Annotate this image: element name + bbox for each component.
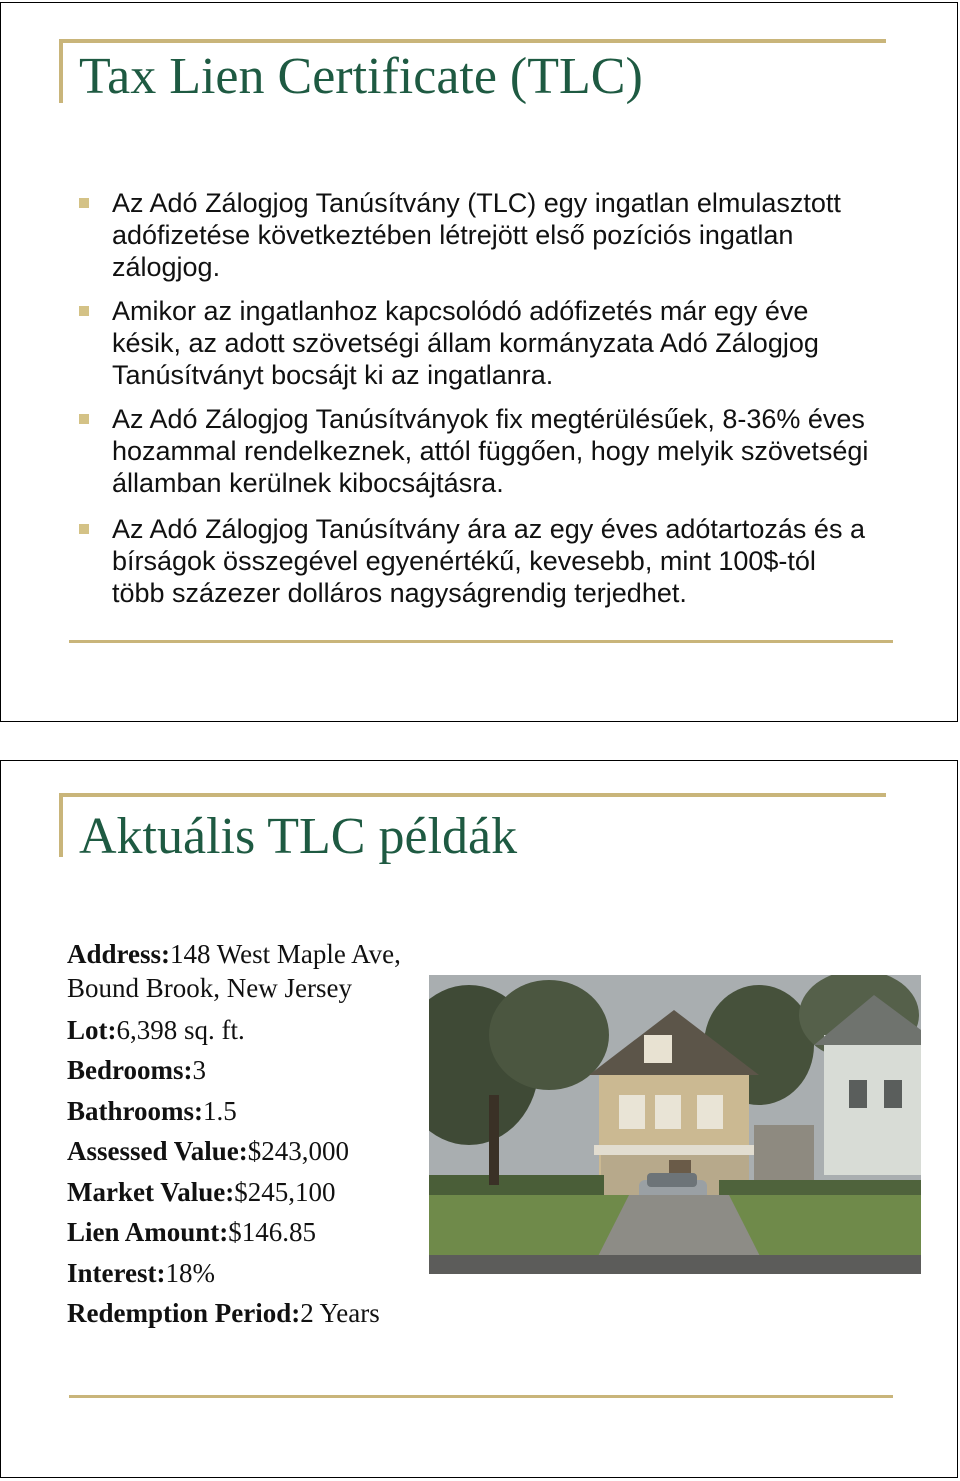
bullet-item (79, 187, 869, 283)
title-accent-bar (59, 39, 63, 103)
bedrooms-label: Bedrooms: (67, 1055, 193, 1085)
market-value-label: Market Value: (67, 1177, 235, 1207)
bedrooms-row (67, 1055, 206, 1086)
bathrooms-label: Bathrooms: (67, 1096, 204, 1126)
lot-label: Lot: (67, 1015, 117, 1045)
footer-accent-line (69, 640, 893, 643)
address-row (67, 939, 401, 970)
slide-title: Aktuális TLC példák (79, 808, 518, 865)
lot-value: 6,398 sq. ft. (116, 1015, 245, 1045)
address-row-2 (67, 973, 352, 1004)
bullet-text: Az Adó Zálogjog Tanúsítvány ára az egy éves adótartozás és a bírságok összegével egyenértékű, kevesebb, mint 100$-tól több százezer dolláros nagyságrendig terjedhet. (112, 514, 865, 608)
bullet-item (79, 403, 869, 499)
bullet-text: Az Adó Zálogjog Tanúsítványok fix megtérülésűek, 8-36% éves hozammal rendelkeznek, attól függően, hogy melyik szövetségi államban kerülnek kibocsájtásra. (112, 404, 869, 498)
square-bullet-icon (79, 414, 89, 424)
title-accent-bar (59, 793, 63, 857)
slide-title: Tax Lien Certificate (TLC) (79, 48, 643, 105)
redemption-period-label: Redemption Period: (67, 1298, 301, 1328)
title-accent-line (61, 793, 886, 797)
footer-accent-line (69, 1395, 893, 1398)
interest-row (67, 1258, 215, 1289)
square-bullet-icon (79, 524, 89, 534)
house-photo (429, 975, 921, 1274)
lien-amount-value: $146.85 (228, 1217, 317, 1247)
address-label: Address: (67, 939, 171, 969)
bullet-item (79, 295, 869, 391)
bullet-text: Amikor az ingatlanhoz kapcsolódó adófizetés már egy éve késik, az adott szövetségi állam kormányzata Adó Zálogjog Tanúsítványt bocsájt ki az ingatlanra. (112, 296, 819, 390)
slide-tax-lien-certificate (0, 2, 958, 722)
interest-value: 18% (165, 1258, 215, 1288)
address-city: Bound Brook, New Jersey (67, 973, 352, 1003)
lot-row (67, 1015, 245, 1046)
redemption-period-value: 2 Years (300, 1298, 380, 1328)
lien-amount-row (67, 1217, 316, 1248)
bathrooms-value: 1.5 (203, 1096, 237, 1126)
assessed-value: $243,000 (247, 1136, 350, 1166)
interest-label: Interest: (67, 1258, 166, 1288)
bathrooms-row (67, 1096, 237, 1127)
redemption-period-row (67, 1298, 380, 1329)
assessed-value-label: Assessed Value: (67, 1136, 248, 1166)
house-photo-illustration (429, 975, 921, 1274)
bedrooms-value: 3 (192, 1055, 206, 1085)
lien-amount-label: Lien Amount: (67, 1217, 229, 1247)
address-value: 148 West Maple Ave, (170, 939, 401, 969)
title-accent-line (61, 39, 886, 43)
slide-tlc-examples (0, 760, 958, 1478)
square-bullet-icon (79, 198, 89, 208)
bullet-text: Az Adó Zálogjog Tanúsítvány (TLC) egy ingatlan elmulasztott adófizetése következtében létrejött első pozíciós ingatlan zálogjog. (112, 188, 841, 282)
bullet-item (79, 513, 869, 609)
square-bullet-icon (79, 306, 89, 316)
market-value: $245,100 (234, 1177, 336, 1207)
market-value-row (67, 1177, 335, 1208)
assessed-value-row (67, 1136, 349, 1167)
